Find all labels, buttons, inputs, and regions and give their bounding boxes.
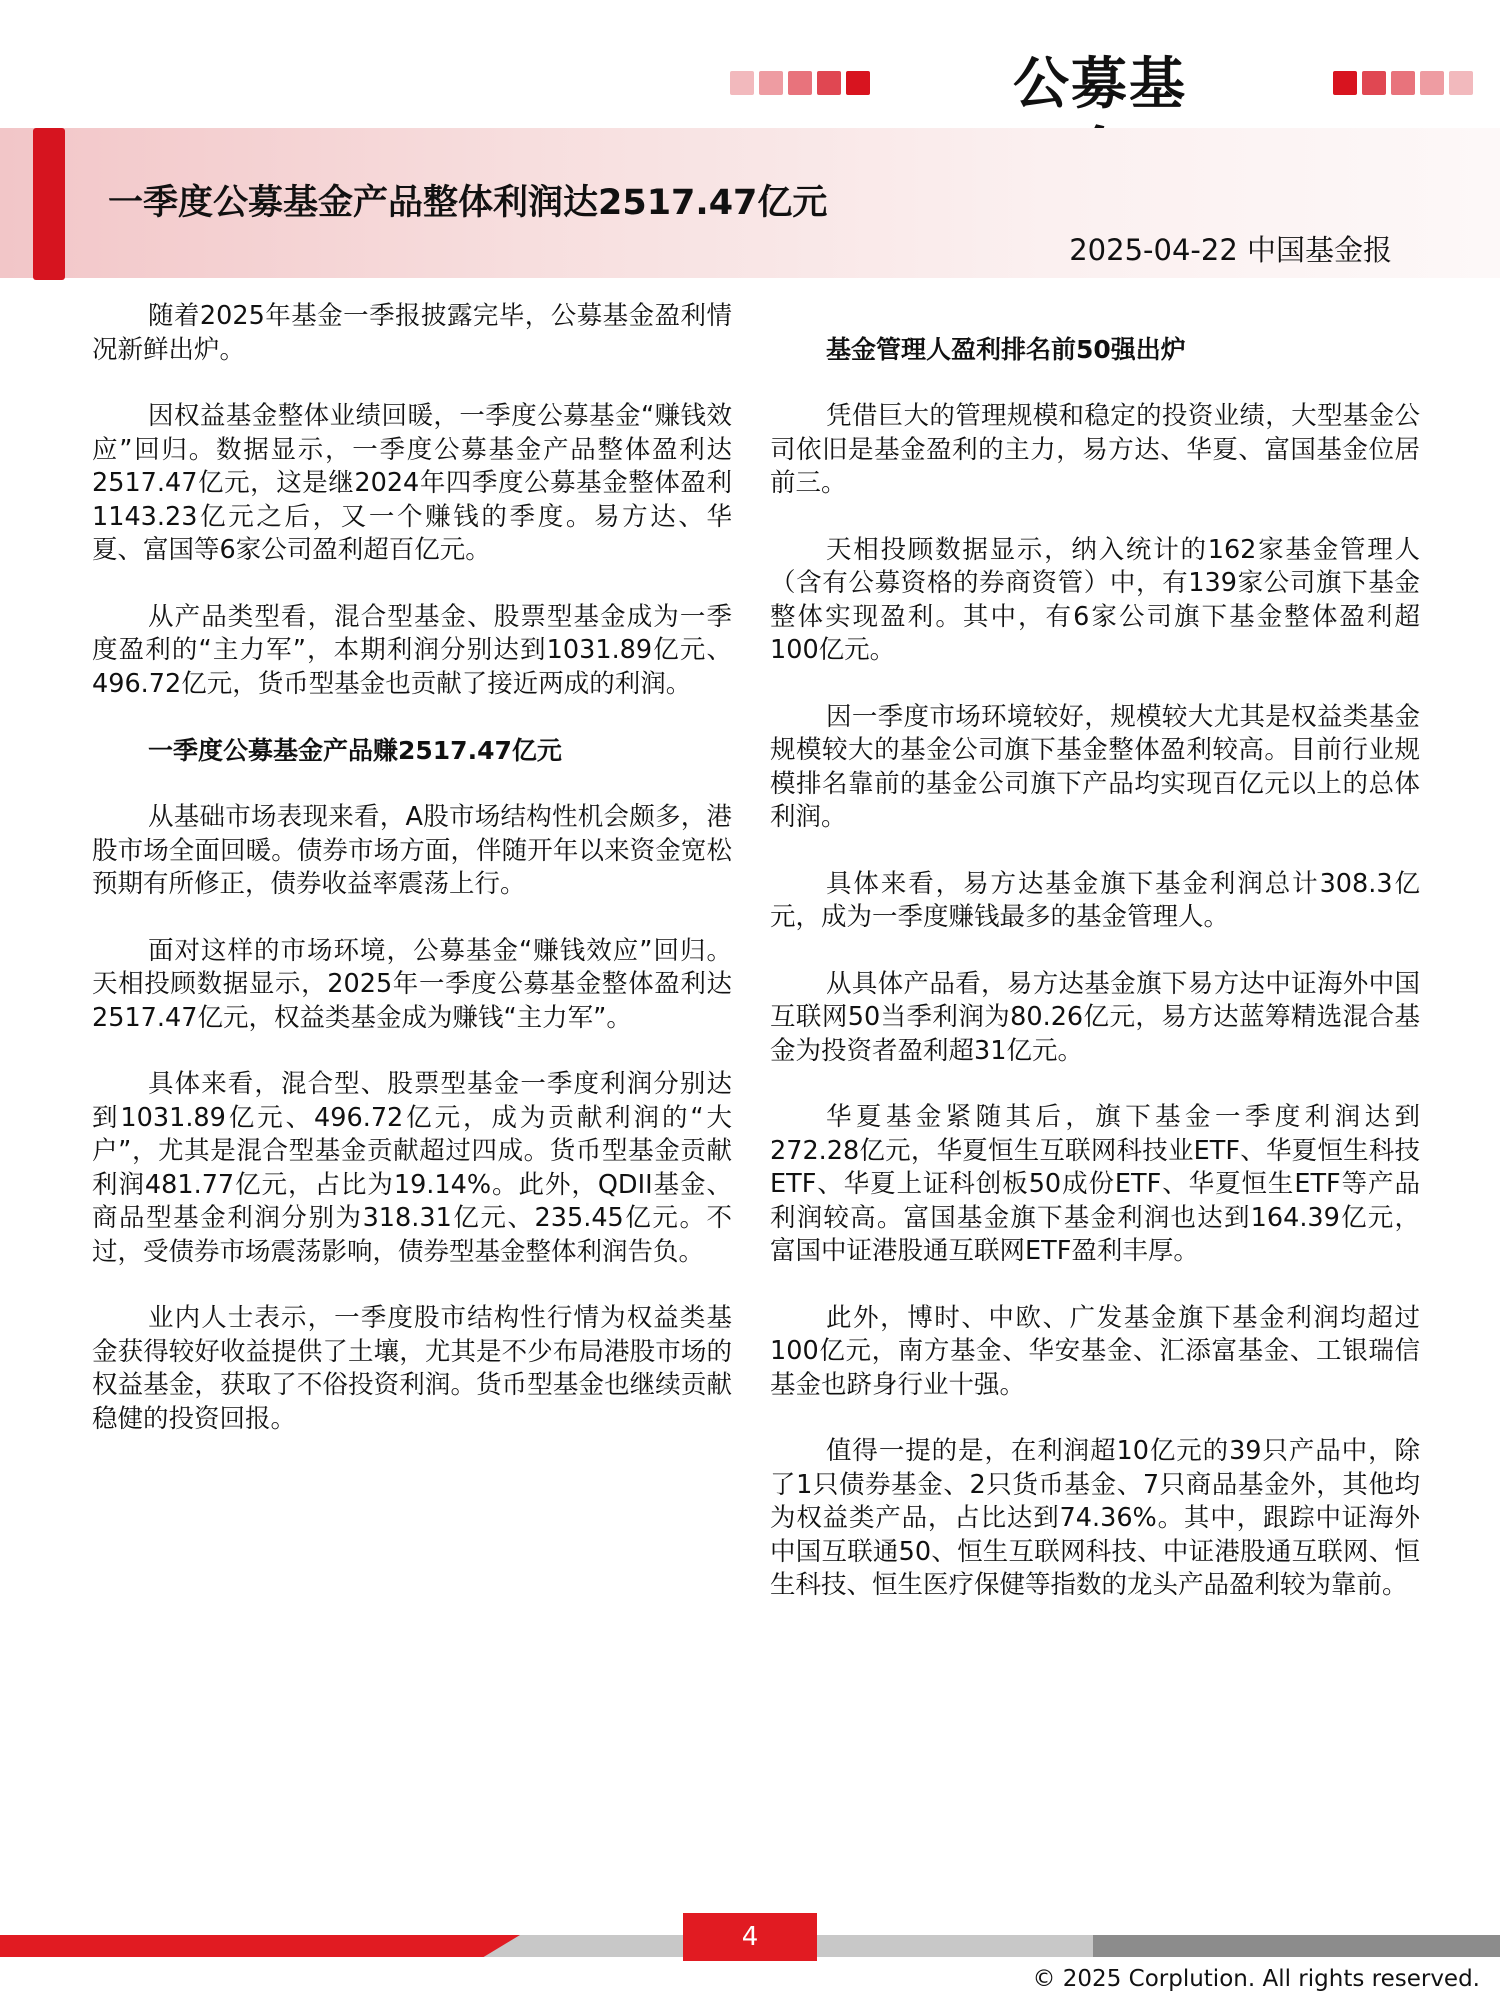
decor-square: [817, 71, 841, 95]
left-column: [92, 300, 732, 1469]
decor-square: [788, 71, 812, 95]
paragraph: 随着2025年基金一季报披露完毕，公募基金盈利情况新鲜出炉。: [92, 301, 732, 365]
paragraph: 从产品类型看，混合型基金、股票型基金成为一季度盈利的“主力军”，本期利润分别达到1031.89亿元、496.72亿元，货币型基金也贡献了接近两成的利润。: [92, 601, 732, 699]
decor-square: [1333, 71, 1357, 95]
section-heading: 一季度公募基金产品赚2517.47亿元: [148, 736, 562, 765]
header-decor-squares-right: [1333, 71, 1473, 95]
paragraph: 天相投顾数据显示，纳入统计的162家基金管理人（含有公募资格的券商资管）中，有139家公司旗下基金整体实现盈利。其中，有6家公司旗下基金整体盈利超100亿元。: [770, 534, 1420, 665]
decor-square: [1391, 71, 1415, 95]
decor-square: [846, 71, 870, 95]
paragraph: 从具体产品看，易方达基金旗下易方达中证海外中国互联网50当季利润为80.26亿元，易方达蓝筹精选混合基金为投资者盈利超31亿元。: [770, 968, 1420, 1066]
header-decor-squares-left: [730, 71, 870, 95]
paragraph: 具体来看，易方达基金旗下基金利润总计308.3亿元，成为一季度赚钱最多的基金管理人。: [770, 868, 1420, 932]
right-column: [770, 300, 1420, 1636]
paragraph: 凭借巨大的管理规模和稳定的投资业绩，大型基金公司依旧是基金盈利的主力，易方达、华夏、富国基金位居前三。: [770, 401, 1420, 498]
paragraph: 因权益基金整体业绩回暖，一季度公募基金“赚钱效应”回归。数据显示，一季度公募基金产品整体盈利达2517.47亿元，这是继2024年四季度公募基金整体盈利1143.23亿元之后，又一个赚钱的季度。易方达、华夏、富国等6家公司盈利超百亿元。: [92, 401, 732, 565]
paragraph: 华夏基金紧随其后，旗下基金一季度利润达到272.28亿元，华夏恒生互联网科技业ETF、华夏恒生科技ETF、华夏上证科创板50成份ETF、华夏恒生ETF等产品利润较高。富国基金旗下基金利润也达到164.39亿元，富国中证港股通互联网ETF盈利丰厚。: [770, 1102, 1420, 1266]
section-heading: 基金管理人盈利排名前50强出炉: [826, 335, 1186, 364]
banner-accent-bar: [33, 128, 65, 280]
decor-square: [1420, 71, 1444, 95]
decor-square: [730, 71, 754, 95]
section-title: 公募基: [1013, 52, 1187, 117]
paragraph: 面对这样的市场环境，公募基金“赚钱效应”回归。天相投顾数据显示，2025年一季度公募基金整体盈利达2517.47亿元，权益类基金成为赚钱“主力军”。: [92, 935, 732, 1033]
paragraph: 值得一提的是，在利润超10亿元的39只产品中，除了1只债券基金、2只货币基金、7只商品基金外，其他均为权益类产品，占比达到74.36%。其中，跟踪中证海外中国互联通50、恒生互联网科技、中证港股通互联网、恒生科技、恒生医疗保健等指数的龙头产品盈利较为靠前。: [770, 1436, 1420, 1600]
copyright-notice: © 2025 Corplution. All rights reserved.: [1032, 1966, 1480, 1992]
paragraph: 因一季度市场环境较好，规模较大尤其是权益类基金规模较大的基金公司旗下基金整体盈利较高。目前行业规模排名靠前的基金公司旗下产品均实现百亿元以上的总体利润。: [770, 701, 1420, 832]
paragraph: 具体来看，混合型、股票型基金一季度利润分别达到1031.89亿元、496.72亿元，成为贡献利润的“大户”，尤其是混合型基金贡献超过四成。货币型基金贡献利润481.77亿元，占比为19.14%。此外，QDII基金、商品型基金利润分别为318.31亿元、235.45亿元。不过，受债券市场震荡影响，债券型基金整体利润告负。: [92, 1069, 732, 1267]
paragraph: 从基础市场表现来看，A股市场结构性机会颇多，港股市场全面回暖。债券市场方面，伴随开年以来资金宽松预期有所修正，债券收益率震荡上行。: [92, 802, 732, 899]
footer-bar: [1093, 1935, 1500, 1957]
article-title: 一季度公募基金产品整体利润达2517.47亿元: [108, 183, 828, 223]
paragraph: 此外，博时、中欧、广发基金旗下基金利润均超过100亿元，南方基金、华安基金、汇添富基金、工银瑞信基金也跻身行业十强。: [770, 1302, 1420, 1400]
article-date-source: 2025-04-22 中国基金报: [1069, 233, 1392, 267]
page-number: 4: [683, 1913, 817, 1961]
decor-square: [759, 71, 783, 95]
decor-square: [1449, 71, 1473, 95]
footer-bar: [0, 1935, 520, 1957]
paragraph: 业内人士表示，一季度股市结构性行情为权益类基金获得较好收益提供了土壤，尤其是不少布局港股市场的权益基金，获取了不俗投资利润。货币型基金也继续贡献稳健的投资回报。: [92, 1303, 732, 1434]
decor-square: [1362, 71, 1386, 95]
